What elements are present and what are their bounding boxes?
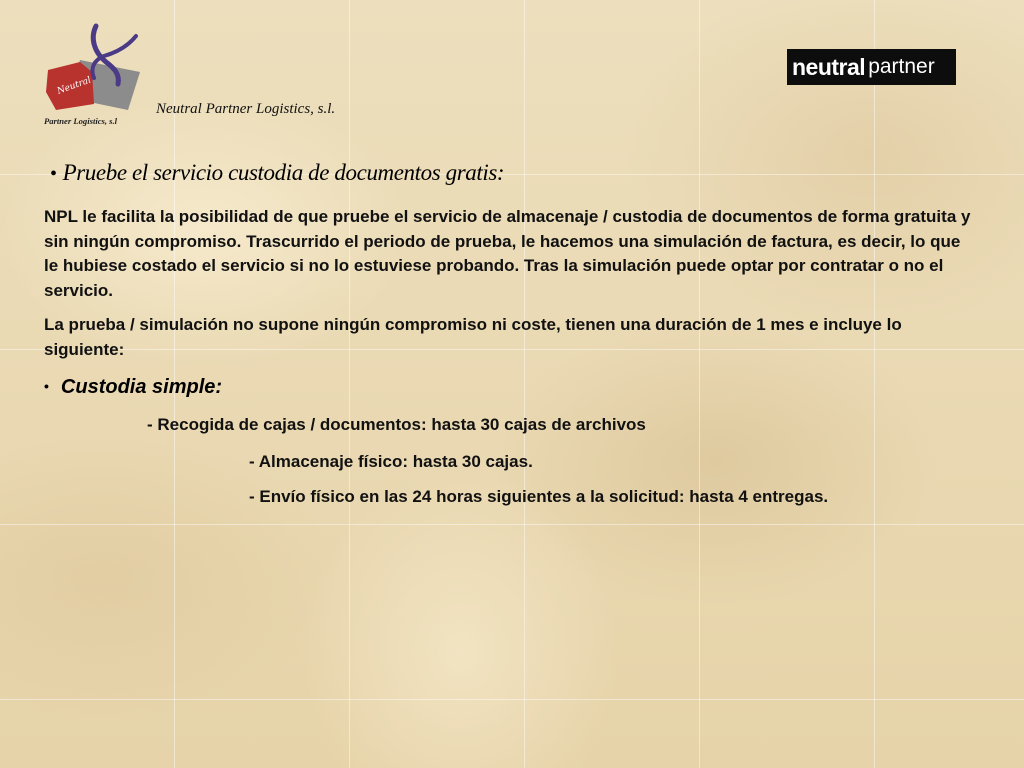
brand-light-text: partner: [868, 55, 935, 78]
company-name: Neutral Partner Logistics, s.l.: [156, 101, 336, 117]
company-logo: [42, 22, 146, 130]
brand-logo: [787, 49, 956, 85]
bullet-icon: •: [50, 163, 57, 185]
subheading-text: Custodia simple:: [60, 376, 223, 398]
list-item: - Envío físico en las 24 horas siguientes a la solicitud: hasta 4 entregas.: [249, 487, 829, 506]
logo-text-bottom: Partner Logistics, s.l: [44, 116, 118, 126]
bullet-icon: •: [44, 378, 49, 394]
trial-paragraph: La prueba / simulación no supone ningún compromiso ni coste, tienen una duración de 1 mes e incluye lo siguiente:: [44, 315, 902, 359]
brand-strong-text: neutral: [792, 53, 866, 80]
list-item: - Almacenaje físico: hasta 30 cajas.: [249, 452, 533, 471]
logo-text-top: Neutral: [55, 75, 93, 97]
heading-text: Pruebe el servicio custodia de documentos gratis:: [62, 160, 505, 185]
section-heading: [50, 160, 504, 186]
intro-paragraph: NPL le facilita la posibilidad de que pruebe el servicio de almacenaje / custodia de documentos de forma gratuita y sin ningún compromiso. Trascurrido el periodo de prueba, le hacemos una simulación de factura, es decir, lo que le hubiese costado el servicio si no lo estuviese probando. Tras la simulación puede optar por contratar o no el servicio.: [44, 207, 971, 300]
list-item: - Recogida de cajas / documentos: hasta 30 cajas de archivos: [147, 415, 646, 434]
subheading: [44, 376, 222, 399]
